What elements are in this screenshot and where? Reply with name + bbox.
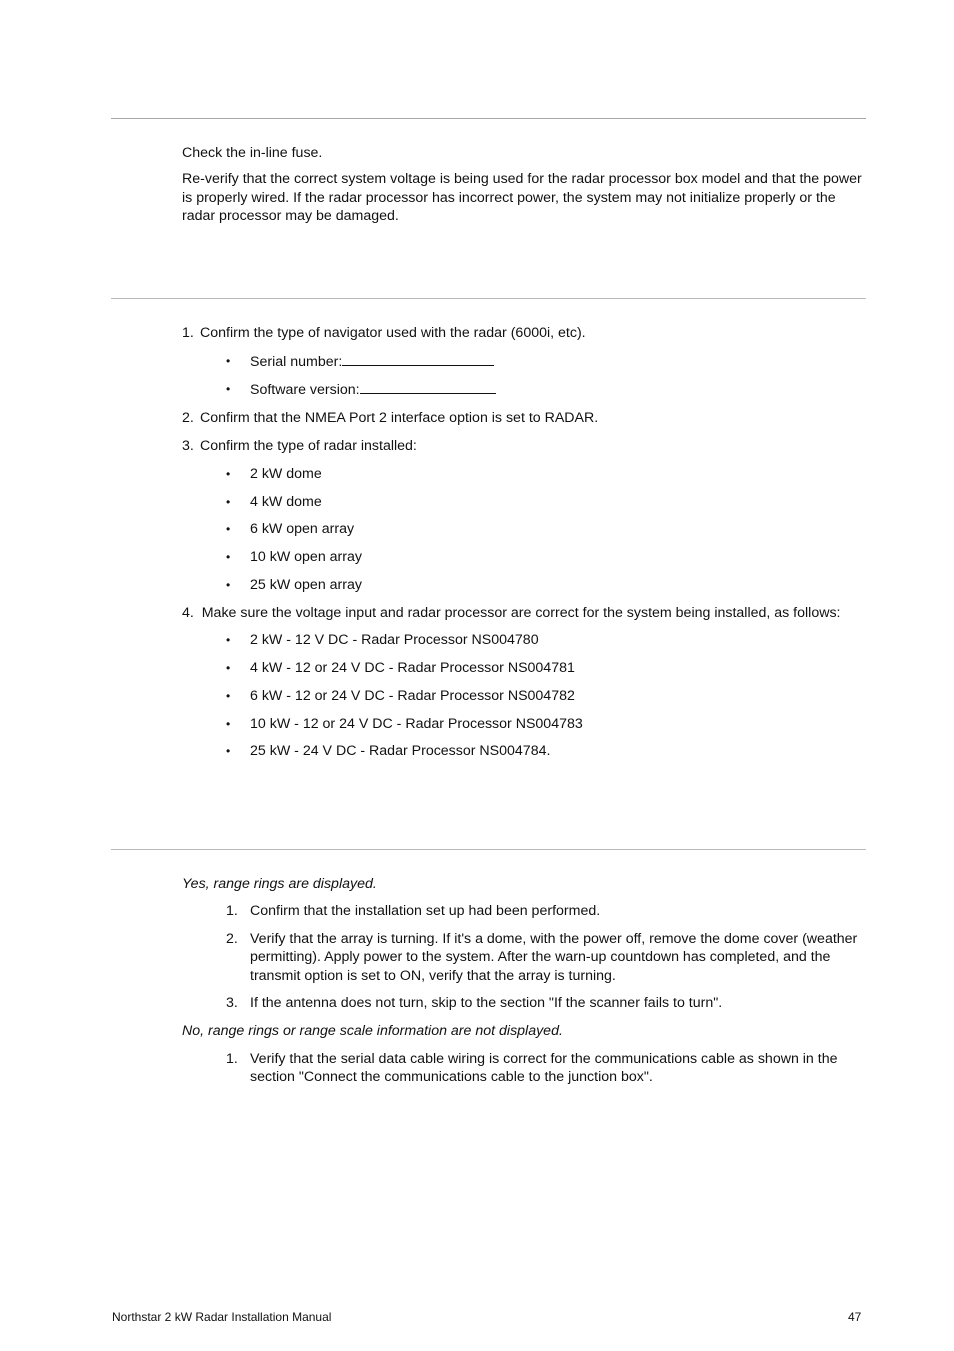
bullet-icon: • — [226, 382, 231, 397]
item-text: Confirm the type of radar installed: — [200, 438, 417, 455]
bullet-icon: • — [226, 633, 231, 648]
reverify-paragraph: Re-verify that the correct system voltage is being used for the radar processor box model and that the power is properly wired. If the radar processor has incorrect power, the system may not initialize properly or the radar processor may be damaged. — [182, 171, 862, 225]
bullet-icon: • — [226, 522, 231, 537]
yes-heading: Yes, range rings are displayed. — [182, 876, 377, 892]
step-item — [182, 1050, 862, 1087]
step-item — [182, 930, 862, 985]
range-rings-section — [182, 875, 862, 1087]
software-version-label: Software version: — [250, 382, 360, 399]
processor-spec: 25 kW - 24 V DC - Radar Processor NS004784. — [250, 743, 551, 760]
bullet-item — [182, 687, 862, 705]
software-version-blank — [360, 380, 496, 394]
step-item — [182, 902, 862, 920]
footer-title: Northstar 2 kW Radar Installation Manual — [112, 1310, 332, 1324]
bullet-item — [182, 659, 862, 677]
check-fuse-text: Check the in-line fuse. — [182, 145, 323, 161]
bullet-icon: • — [226, 494, 231, 509]
no-heading: No, range rings or range scale information are not displayed. — [182, 1023, 563, 1040]
radar-type: 2 kW dome — [250, 466, 322, 483]
bullet-item — [182, 548, 862, 566]
step-text: Verify that the array is turning. If it's a dome, with the power off, remove the dome cover (weather permitting). Apply power to the system. After the warn-up countdown has completed, and the transmit option is set to ON, verify that the array is turning. — [250, 930, 858, 984]
radar-type: 6 kW open array — [250, 521, 355, 538]
bullet-icon: • — [226, 716, 231, 731]
item-text: Confirm the type of navigator used with the radar (6000i, etc). — [200, 325, 586, 341]
item-number: 3. — [182, 438, 194, 455]
serial-number-blank — [342, 352, 494, 366]
item-number: 2. — [182, 410, 194, 427]
bullet-icon: • — [226, 688, 231, 703]
navigator-section — [182, 324, 862, 761]
item-text: Make sure the voltage input and radar processor are correct for the system being installed, as follows: — [201, 604, 841, 621]
processor-spec: 10 kW - 12 or 24 V DC - Radar Processor NS004783 — [250, 715, 583, 732]
section-divider — [111, 849, 866, 850]
step-number: 1. — [226, 903, 238, 919]
list-item — [182, 409, 862, 427]
bullet-icon: • — [226, 467, 231, 482]
bullet-item — [182, 715, 862, 733]
step-number: 2. — [226, 930, 238, 947]
bullet-icon: • — [226, 744, 231, 759]
bullet-item — [182, 631, 862, 649]
bullet-item — [182, 520, 862, 538]
radar-type: 4 kW dome — [250, 493, 322, 510]
bullet-icon: • — [226, 661, 231, 676]
processor-spec: 6 kW - 12 or 24 V DC - Radar Processor NS004782 — [250, 687, 575, 704]
bullet-item — [182, 465, 862, 483]
step-item — [182, 994, 862, 1012]
fuse-section — [182, 144, 862, 226]
processor-spec: 4 kW - 12 or 24 V DC - Radar Processor NS004781 — [250, 660, 575, 677]
item-number: 1. — [182, 325, 194, 341]
list-item — [182, 604, 862, 622]
bullet-icon: • — [226, 550, 231, 565]
bullet-item — [182, 493, 862, 511]
radar-type: 10 kW open array — [250, 549, 362, 566]
item-text: Confirm that the NMEA Port 2 interface option is set to RADAR. — [200, 410, 599, 427]
bullet-item — [182, 576, 862, 594]
bullet-icon: • — [226, 577, 231, 592]
bullet-item — [182, 380, 862, 399]
step-text: Verify that the serial data cable wiring is correct for the communications cable as shown in the section "Connect the communications cable to the junction box". — [250, 1051, 838, 1086]
bullet-item — [182, 352, 862, 371]
list-item — [182, 437, 862, 455]
section-divider — [111, 118, 866, 119]
section-divider — [111, 298, 866, 299]
step-text: If the antenna does not turn, skip to the section "If the scanner fails to turn". — [250, 995, 723, 1012]
processor-spec: 2 kW - 12 V DC - Radar Processor NS004780 — [250, 632, 539, 649]
radar-type: 25 kW open array — [250, 576, 362, 593]
serial-number-label: Serial number: — [250, 353, 343, 370]
list-item — [182, 324, 862, 342]
step-number: 3. — [226, 995, 238, 1012]
bullet-item — [182, 742, 862, 760]
bullet-icon: • — [226, 353, 231, 368]
item-number: 4. — [182, 604, 194, 621]
step-text: Confirm that the installation set up had been performed. — [250, 903, 601, 919]
step-number: 1. — [226, 1051, 238, 1067]
page-number: 47 — [848, 1310, 862, 1324]
